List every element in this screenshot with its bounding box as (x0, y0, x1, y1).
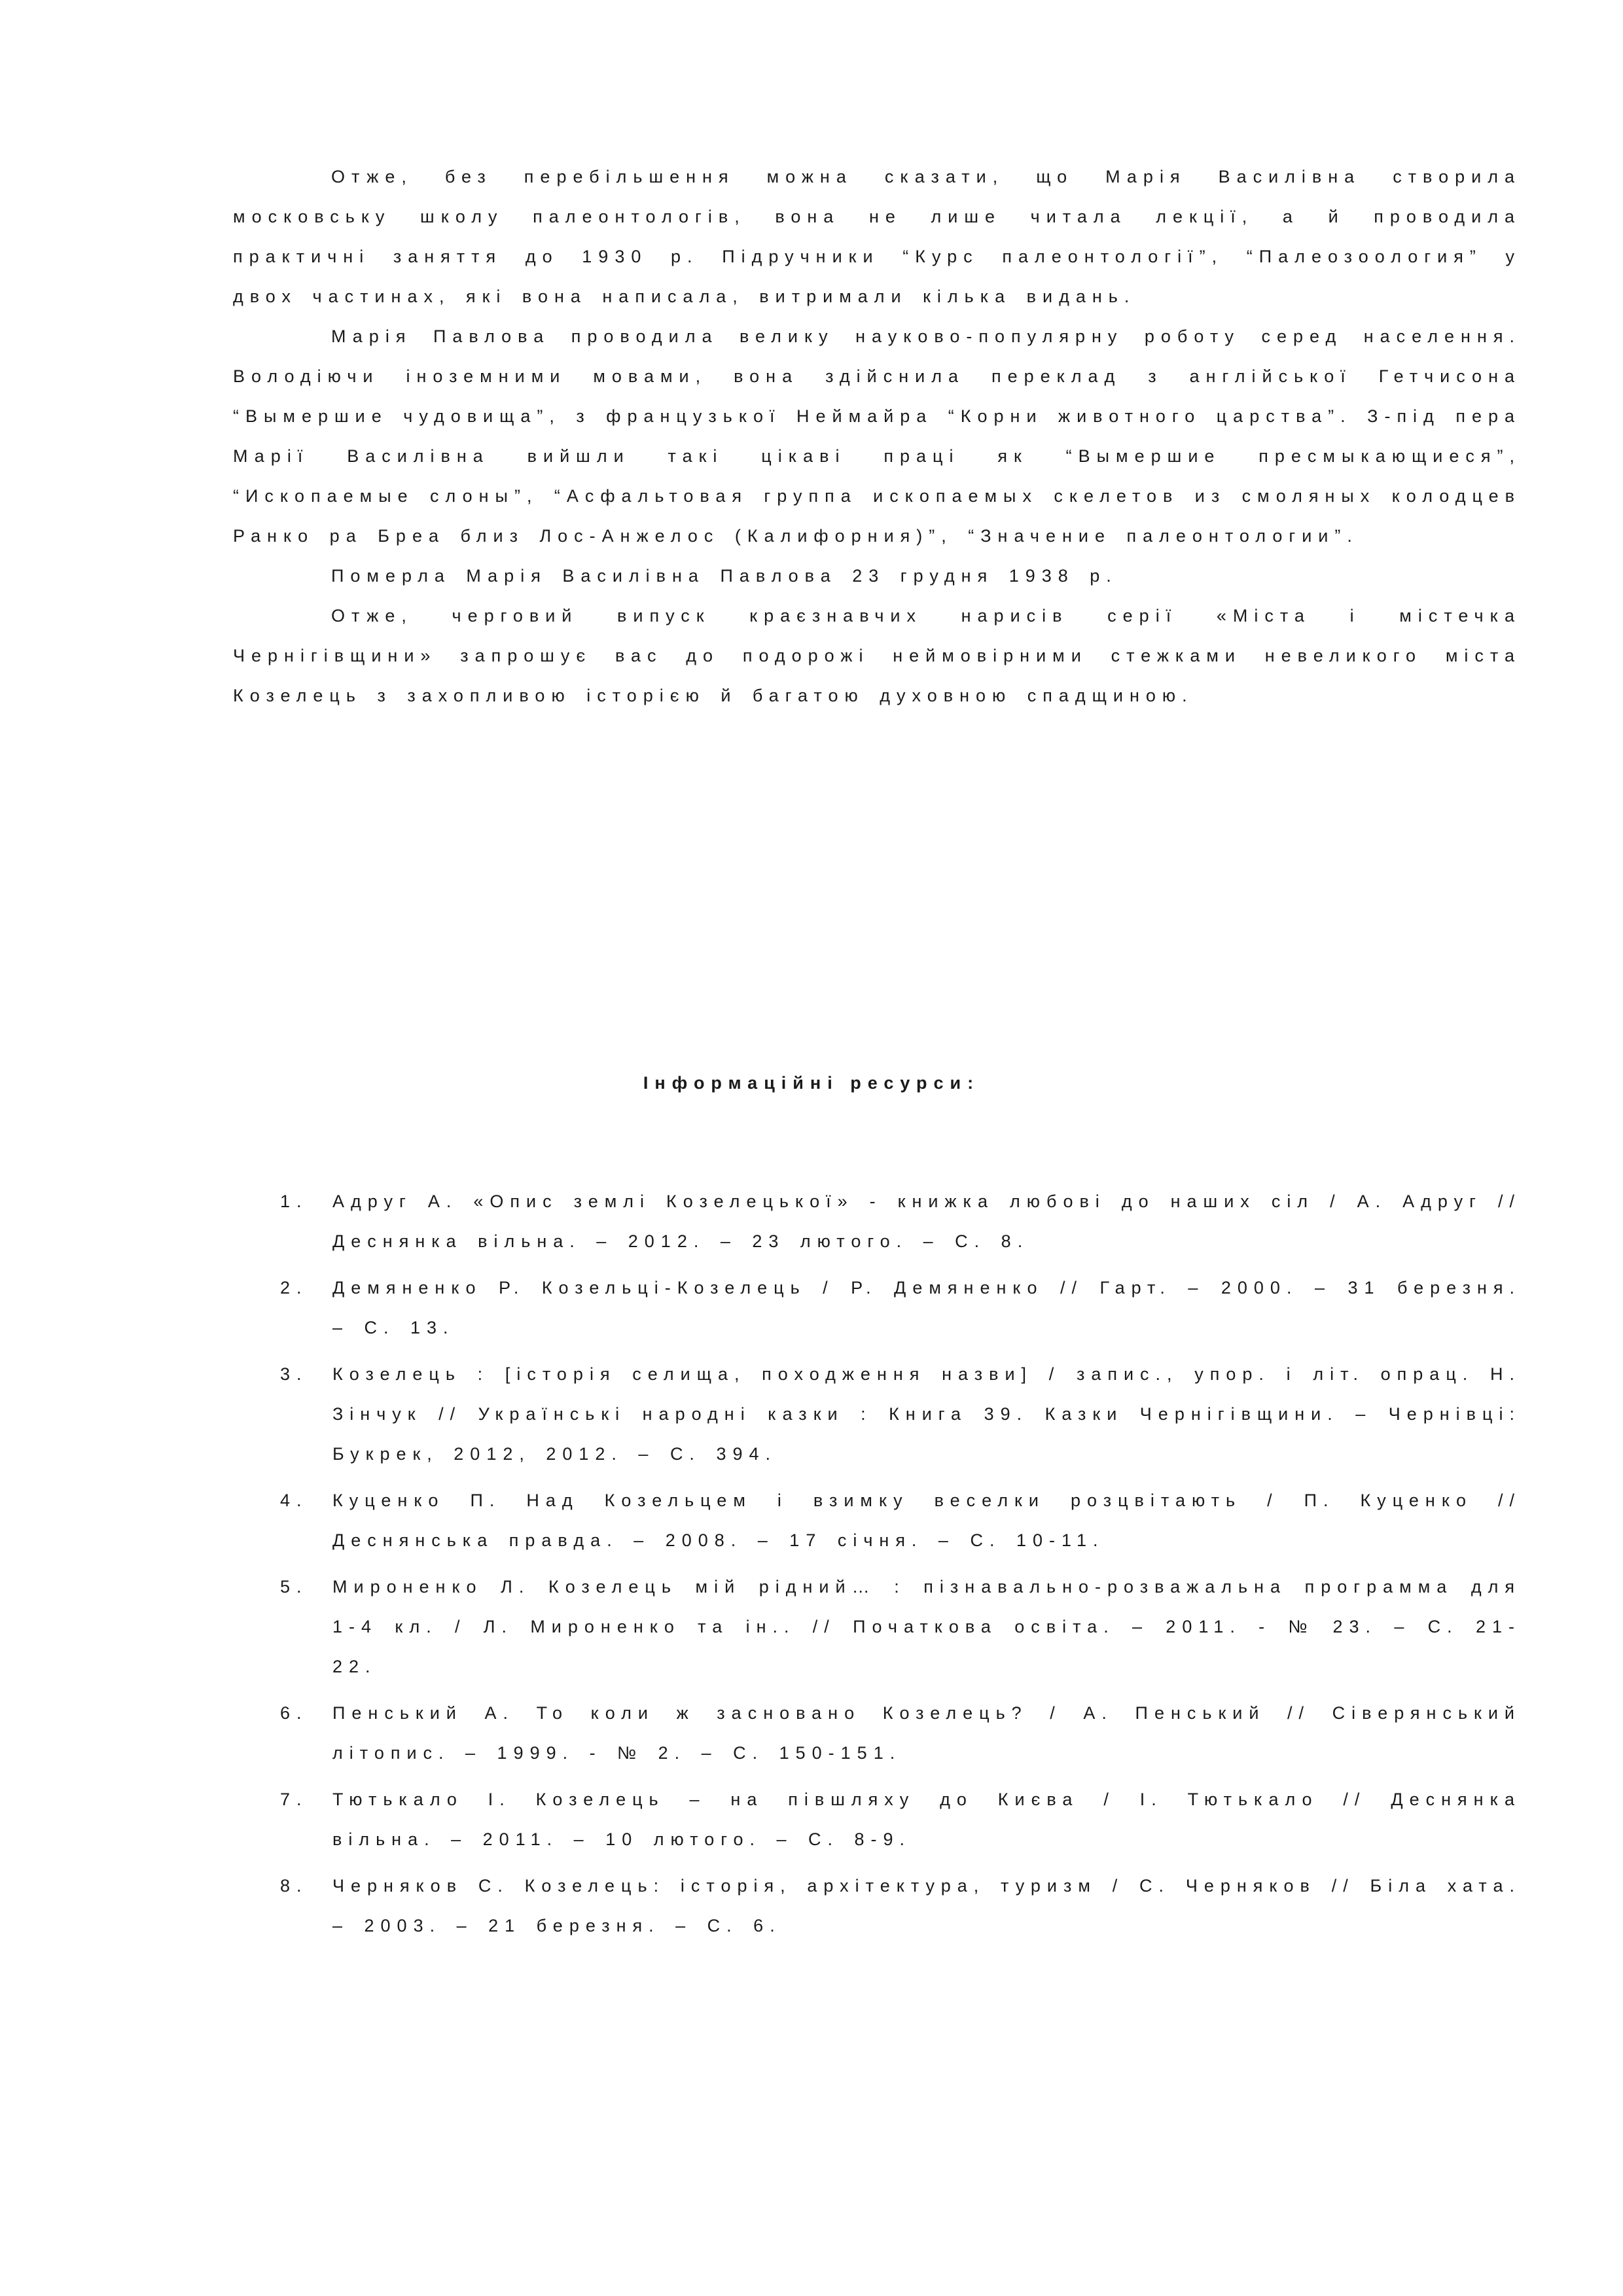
reference-number: 1. (280, 1192, 308, 1211)
reference-item (233, 1780, 1521, 1860)
reference-text: Пенський А. То коли ж засновано Козелець? / А. Пенський // Сіверянський літопис. – 1999. - № 2. – С. 150-151. (332, 1703, 1521, 1763)
reference-text: Тютькало І. Козелець – на півшляху до Києва / І. Тютькало // Деснянка вільна. – 2011. – 10 лютого. – С. 8-9. (332, 1790, 1521, 1849)
resources-heading: Інформаційні ресурси: (643, 1073, 980, 1093)
reference-item (233, 1268, 1521, 1348)
reference-text: Мироненко Л. Козелець мій рідний… : пізнавально-розважальна программа для 1-4 кл. / Л. Мироненко та ін.. // Початкова освіта. – 2011. - № 23. – С. 21-22. (332, 1577, 1521, 1676)
paragraph: Марія Павлова проводила велику науково-популярну роботу серед населення. Володіючи іноземними мовами, вона здійснила переклад з англійської Гетчисона “Вымершие чудовища”, з французької Неймайра “Корни животного царства”. З-під пера Марії Василівна вийшли такі цікаві праці як “Вымершие пресмыкающиеся”, “Ископаемые слоны”, “Асфальтовая группа ископаемых скелетов из смоляных колодцев Ранко ра Бреа близ Лос-Анжелос (Калифорния)”, “Значение палеонтологии”. (233, 327, 1521, 546)
reference-text: Куценко П. Над Козельцем і взимку веселки розцвітають / П. Куценко // Деснянська правда. – 2008. – 17 січня. – С. 10-11. (332, 1491, 1521, 1550)
reference-item (233, 1567, 1521, 1687)
reference-number: 6. (280, 1703, 308, 1723)
reference-text: Адруг А. «Опис землі Козелецької» - книжка любові до наших сіл / А. Адруг // Деснянка вільна. – 2012. – 23 лютого. – С. 8. (332, 1192, 1521, 1251)
reference-number: 2. (280, 1278, 308, 1298)
reference-item (233, 1866, 1521, 1946)
paragraph: Отже, без перебільшення можна сказати, що Марія Василівна створила московську школу палеонтологів, вона не лише читала лекції, а й проводила практичні заняття до 1930 р. Підручники “Курс палеонтології”, “Палеозоология” у двох частинах, які вона написала, витримали кілька видань. (233, 167, 1521, 306)
reference-item (233, 1354, 1521, 1474)
reference-number: 7. (280, 1790, 308, 1809)
reference-item (233, 1481, 1521, 1561)
reference-item (233, 1693, 1521, 1773)
paragraph: Померла Марія Василівна Павлова 23 грудня 1938 р. (331, 566, 1118, 586)
reference-list (233, 1182, 1521, 1952)
reference-number: 8. (280, 1876, 308, 1896)
reference-item (233, 1182, 1521, 1262)
reference-number: 3. (280, 1364, 308, 1384)
reference-text: Черняков С. Козелець: історія, архітектура, туризм / С. Черняков // Біла хата. – 2003. – 21 березня. – С. 6. (332, 1876, 1521, 1935)
reference-text: Козелець : [історія селища, походження назви] / запис., упор. і літ. опрац. Н. Зінчук // Українські народні казки : Книга 39. Казки Чернігівщини. – Чернівці: Букрек, 2012, 2012. – С. 394. (332, 1364, 1521, 1464)
reference-number: 5. (280, 1577, 308, 1597)
body-text (233, 157, 1521, 716)
reference-number: 4. (280, 1491, 308, 1510)
paragraph: Отже, черговий випуск краєзнавчих нарисів серії «Міста і містечка Чернігівщини» запрошує вас до подорожі неймовірними стежками невеликого міста Козелець з захопливою історією й багатою духовною спадщиною. (233, 606, 1521, 705)
reference-text: Демяненко Р. Козельці-Козелець / Р. Демяненко // Гарт. – 2000. – 31 березня. – С. 13. (332, 1278, 1521, 1337)
